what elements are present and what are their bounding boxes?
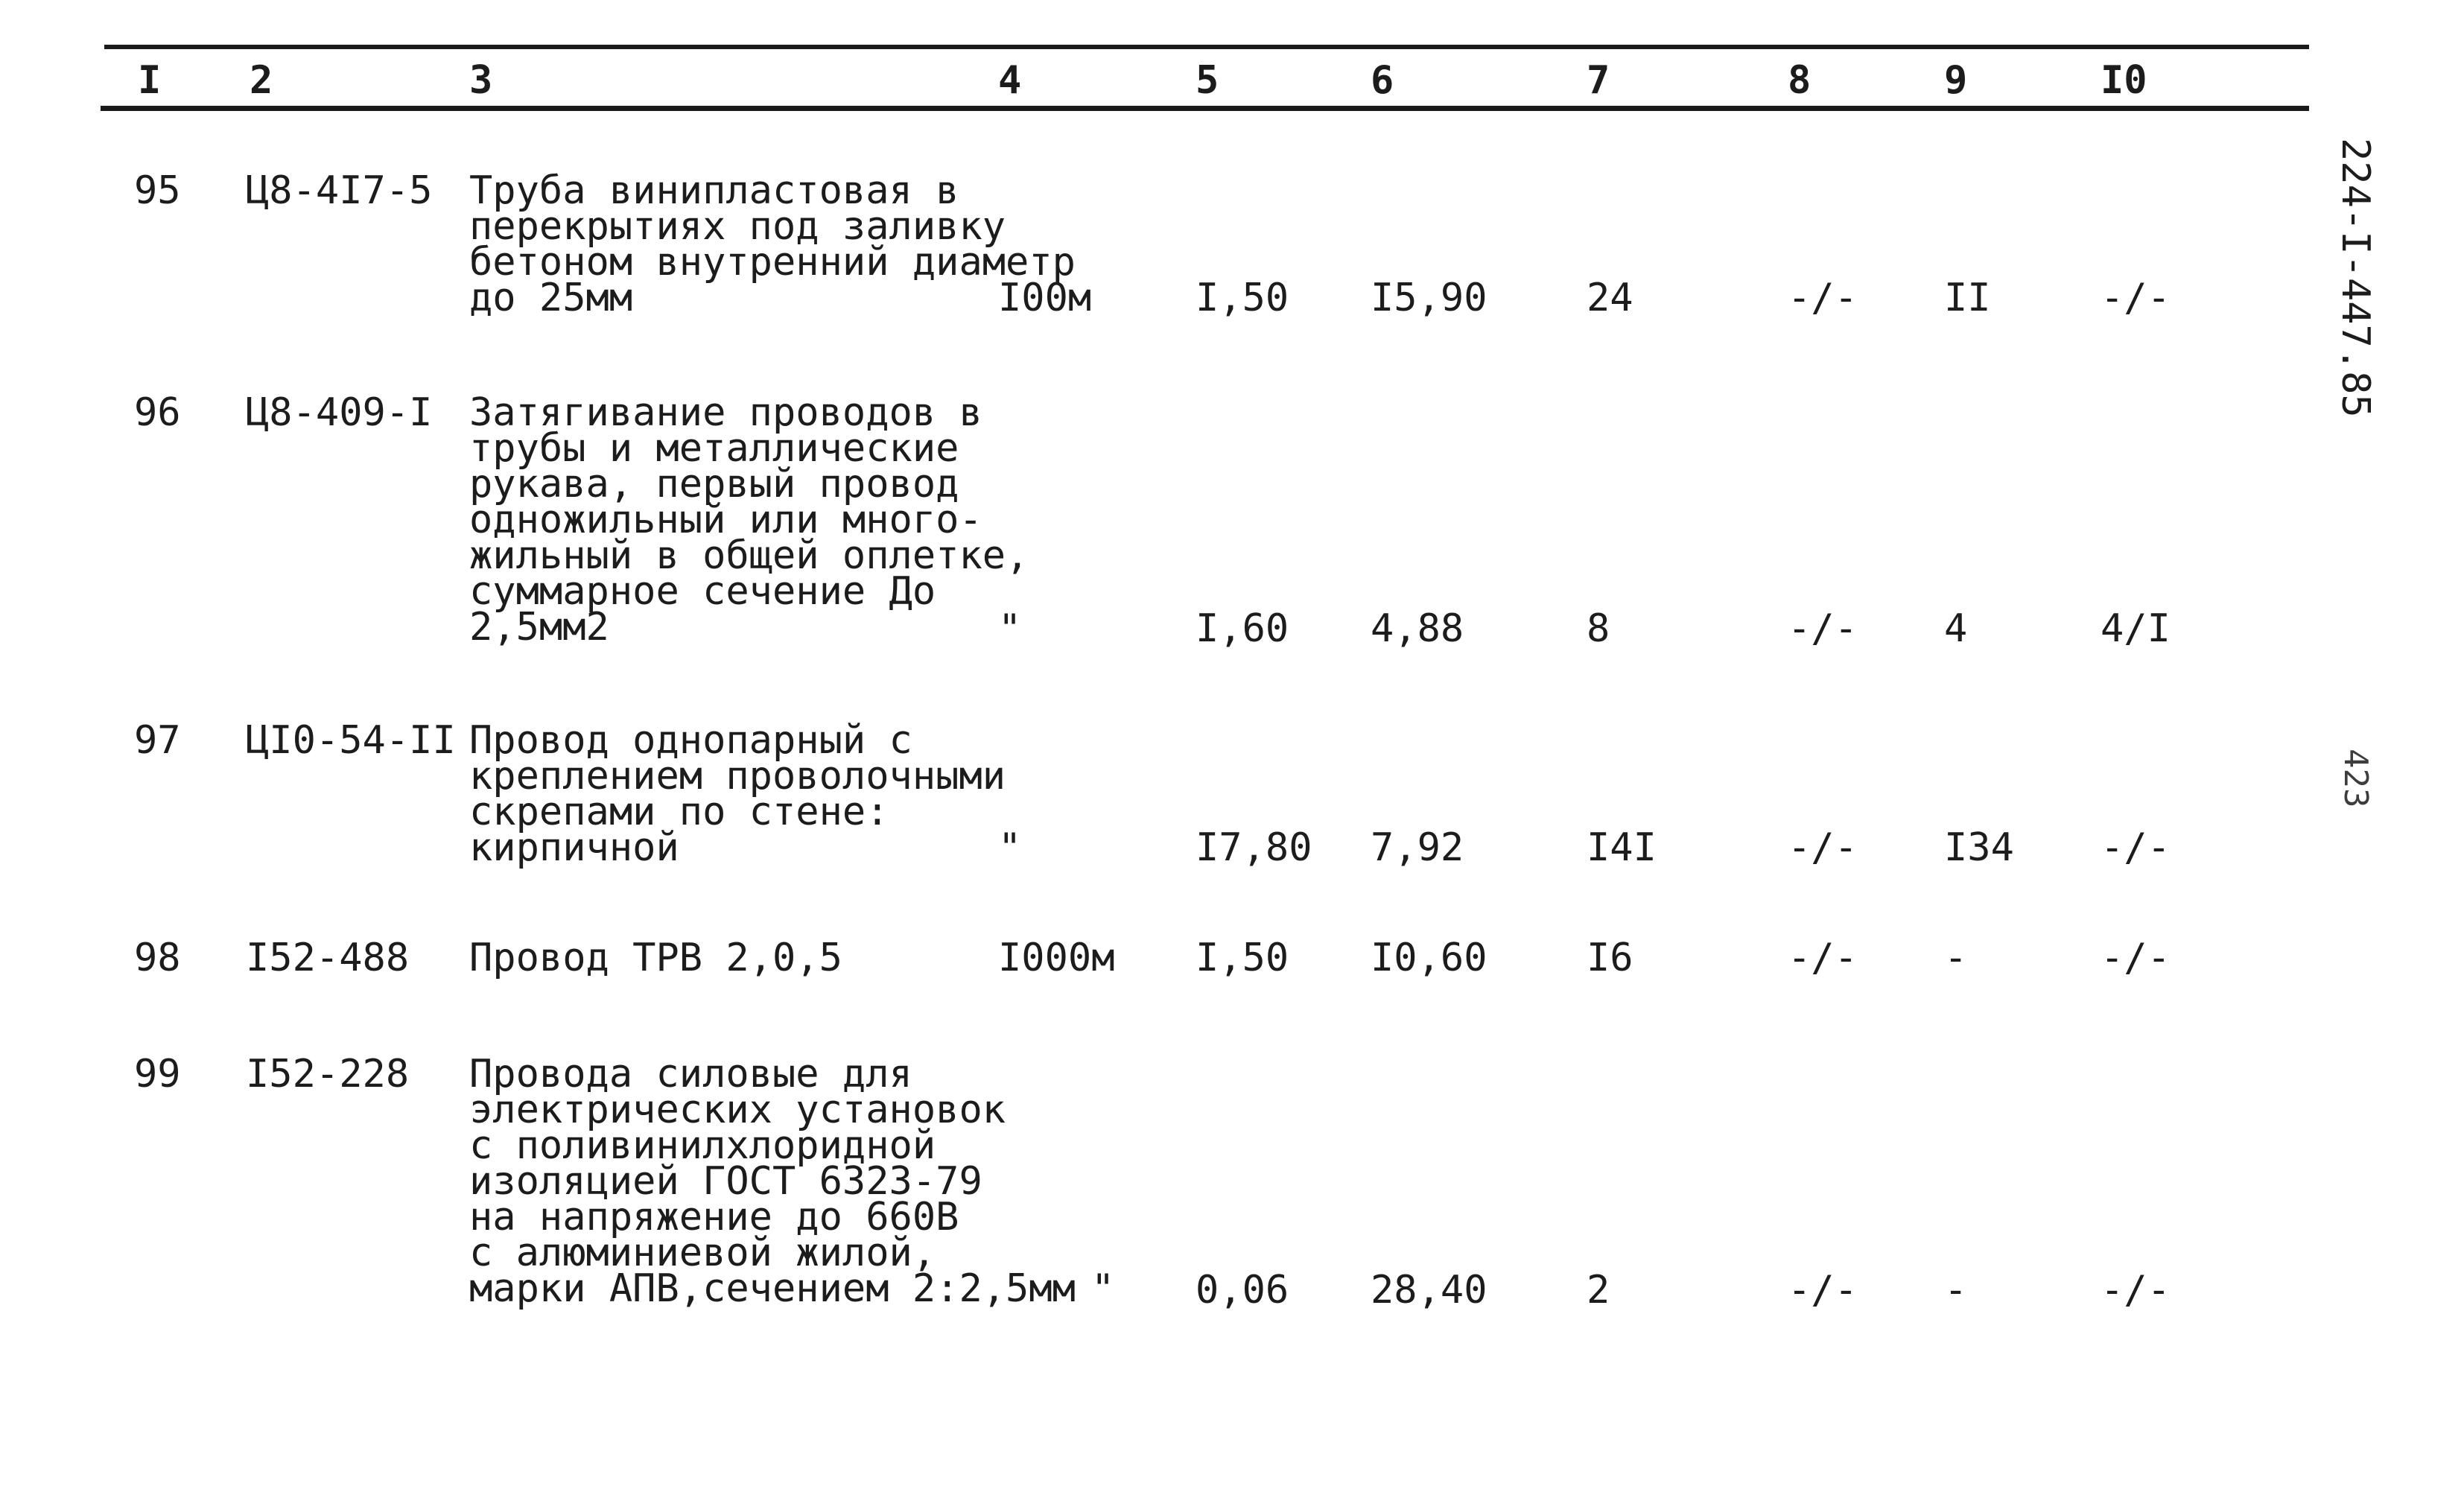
row-col-7: I4I: [1587, 825, 1657, 870]
header-col-10: I0: [2101, 58, 2147, 103]
header-col-1: I: [138, 58, 162, 103]
row-col-5: I,50: [1196, 276, 1289, 320]
header-col-2: 2: [250, 58, 273, 103]
row-col-5: 0,06: [1196, 1268, 1289, 1313]
row-col-10: -/-: [2101, 936, 2171, 980]
row-code: I52-228: [246, 1052, 410, 1096]
row-col-7: 8: [1587, 606, 1610, 651]
row-unit: ": [998, 606, 1022, 651]
row-col-5: I,60: [1196, 606, 1289, 651]
row-code: Ц8-409-I: [246, 390, 433, 435]
document-code: 224-I-447.85: [2333, 138, 2378, 418]
row-description: Затягивание проводов в трубы и металлические рукава, первый провод одножильный или много- жильный в общей оплетке, суммарное сечение До 2,5мм2: [469, 390, 1029, 650]
row-col-5: I7,80: [1196, 825, 1312, 870]
row-code: ЦI0-54-II: [246, 718, 456, 763]
row-number: 97: [134, 718, 181, 763]
row-col-6: I0,60: [1371, 936, 1487, 980]
row-col-6: 7,92: [1371, 825, 1464, 870]
row-col-7: 2: [1587, 1268, 1610, 1313]
row-col-6: I5,90: [1371, 276, 1487, 320]
row-col-10: -/-: [2101, 825, 2171, 870]
header-col-9: 9: [1944, 58, 1968, 103]
header-col-3: 3: [469, 58, 493, 103]
table-top-rule: [104, 45, 2309, 49]
row-col-8: -/-: [1788, 606, 1858, 651]
row-number: 95: [134, 168, 181, 213]
row-col-7: I6: [1587, 936, 1633, 980]
row-unit: ": [998, 825, 1022, 870]
row-unit: ": [1091, 1266, 1115, 1311]
row-col-8: -/-: [1788, 1268, 1858, 1313]
header-col-5: 5: [1196, 58, 1219, 103]
row-col-8: -/-: [1788, 825, 1858, 870]
row-col-10: -/-: [2101, 1268, 2171, 1313]
row-col-10: 4/I: [2101, 606, 2171, 651]
row-number: 99: [134, 1052, 181, 1096]
row-unit: I00м: [998, 276, 1092, 320]
row-col-6: 4,88: [1371, 606, 1464, 651]
row-col-10: -/-: [2101, 276, 2171, 320]
row-col-7: 24: [1587, 276, 1633, 320]
row-description: Провода силовые для электрических установок с поливинилхлоридной изоляцией ГОСТ 6323-79 на напряжение до 660В с алюминиевой жилой, марки АПВ,сечением 2:2,5мм: [469, 1052, 1076, 1311]
row-col-8: -/-: [1788, 936, 1858, 980]
row-code: Ц8-4I7-5: [246, 168, 433, 213]
row-col-8: -/-: [1788, 276, 1858, 320]
header-col-8: 8: [1788, 58, 1812, 103]
row-number: 96: [134, 390, 181, 435]
table-header-rule: [101, 106, 2309, 111]
row-code: I52-488: [246, 936, 410, 980]
row-unit: I000м: [998, 936, 1115, 980]
header-col-4: 4: [998, 58, 1022, 103]
row-description: Провод ТРВ 2,0,5: [469, 936, 842, 980]
page-number: 423: [2337, 749, 2375, 808]
header-col-7: 7: [1587, 58, 1610, 103]
row-col-9: II: [1944, 276, 1991, 320]
row-col-9: 4: [1944, 606, 1968, 651]
row-description: Провод однопаpный с креплением проволочными скрепами по стене: кирпичной: [469, 718, 1006, 870]
row-description: Труба винипластовая в перекрытиях под заливку бетоном внутренний диаметр до 25мм: [469, 168, 1076, 320]
row-col-9: -: [1944, 936, 1968, 980]
header-col-6: 6: [1371, 58, 1394, 103]
row-col-9: I34: [1944, 825, 2014, 870]
row-col-6: 28,40: [1371, 1268, 1487, 1313]
row-col-9: -: [1944, 1268, 1968, 1313]
row-col-5: I,50: [1196, 936, 1289, 980]
row-number: 98: [134, 936, 181, 980]
